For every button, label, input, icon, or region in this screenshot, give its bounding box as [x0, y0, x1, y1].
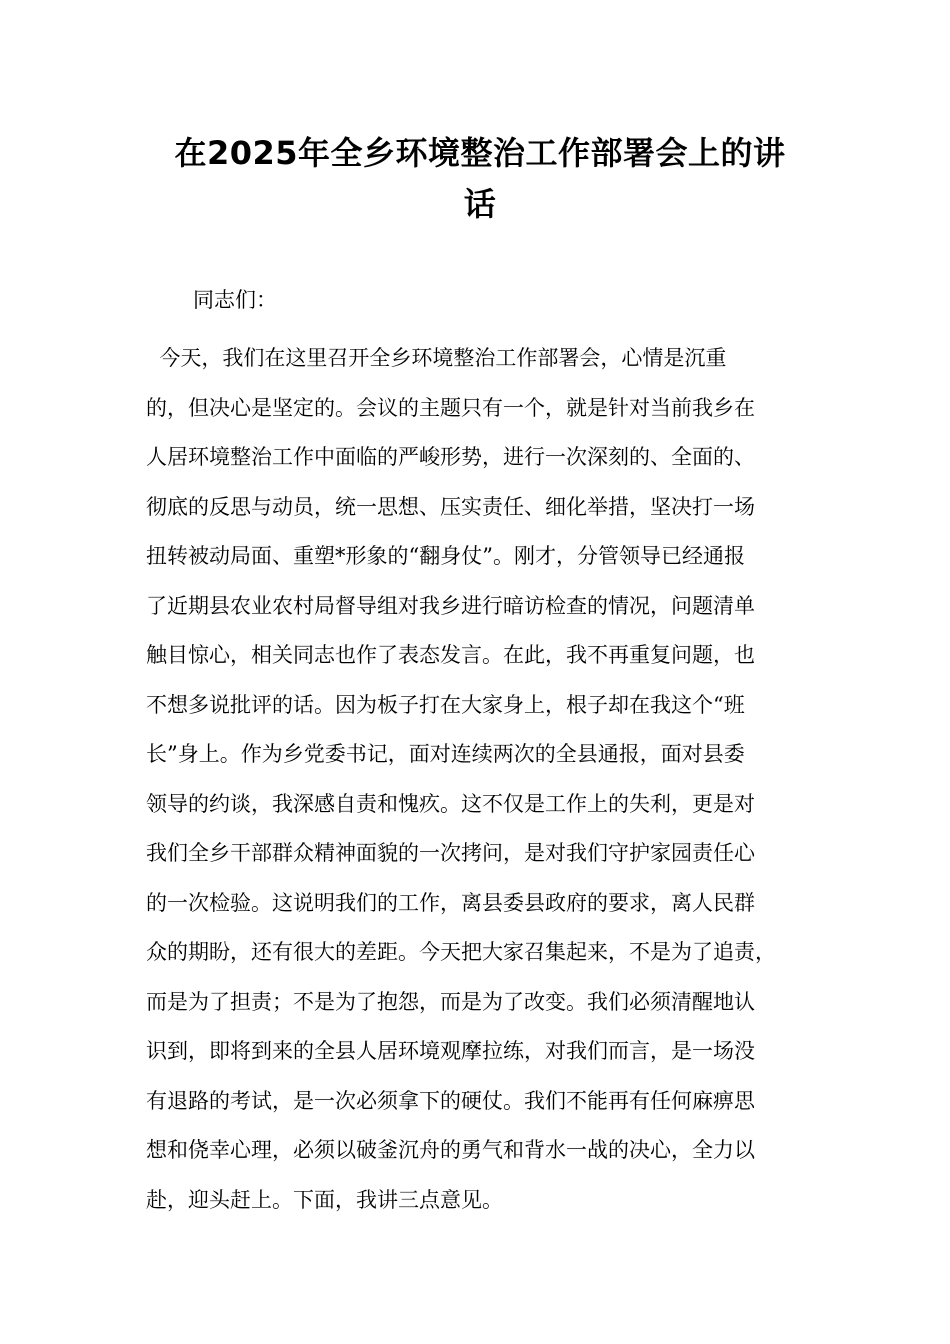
- paragraph-line: 的，但决心是坚定的。会议的主题只有一个，就是针对当前我乡在: [146, 395, 755, 420]
- paragraph-line: 而是为了担责；不是为了抱怨，而是为了改变。我们必须清醒地认: [146, 989, 755, 1014]
- paragraph-line: 想和侥幸心理，必须以破釜沉舟的勇气和背水一战的决心，全力以: [146, 1138, 755, 1162]
- body-paragraph: [146, 334, 826, 1225]
- paragraph-line: 领导的约谈，我深感自责和愧疚。这不仅是工作上的失利，更是对: [146, 791, 755, 816]
- paragraph-line: 彻底的反思与动员，统一思想、压实责任、细化举措，坚决打一场: [146, 494, 755, 519]
- paragraph-line: 了近期县农业农村局督导组对我乡进行暗访检查的情况，问题清单: [146, 593, 755, 618]
- paragraph-line: 触目惊心，相关同志也作了表态发言。在此，我不再重复问题，也: [146, 643, 755, 667]
- paragraph-line: 人居环境整治工作中面临的严峻形势，进行一次深刻的、全面的、: [146, 445, 755, 469]
- paragraph-line: 众的期盼，还有很大的差距。今天把大家召集起来，不是为了追责，: [146, 940, 776, 964]
- title-line-1: 在2025年全乡环境整治工作部署会上的讲: [174, 134, 786, 172]
- paragraph-line: 我们全乡干部群众精神面貌的一次拷问，是对我们守护家园责任心: [146, 841, 755, 865]
- paragraph-line: 今天，我们在这里召开全乡环境整治工作部署会，心情是沉重: [146, 346, 727, 370]
- title-line-2: 话: [463, 185, 497, 223]
- paragraph-line: 的一次检验。这说明我们的工作，离县委县政府的要求，离人民群: [146, 890, 755, 915]
- paragraph-line: 长”身上。作为乡党委书记，面对连续两次的全县通报，面对县委: [146, 742, 745, 766]
- salutation: 同志们：: [193, 288, 277, 312]
- paragraph-line: 识到，即将到来的全县人居环境观摩拉练，对我们而言，是一场没: [146, 1039, 755, 1063]
- paragraph-line: 有退路的考试，是一次必须拿下的硬仗。我们不能再有任何麻痹思: [146, 1088, 755, 1113]
- paragraph-line: 不想多说批评的话。因为板子打在大家身上，根子却在我这个“班: [146, 692, 745, 717]
- paragraph-line: 扭转被动局面、重塑*形象的“翻身仗”。刚才，分管领导已经通报: [146, 544, 745, 568]
- paragraph-line: 赴，迎头赶上。下面，我讲三点意见。: [146, 1187, 503, 1212]
- document-title: [140, 128, 820, 230]
